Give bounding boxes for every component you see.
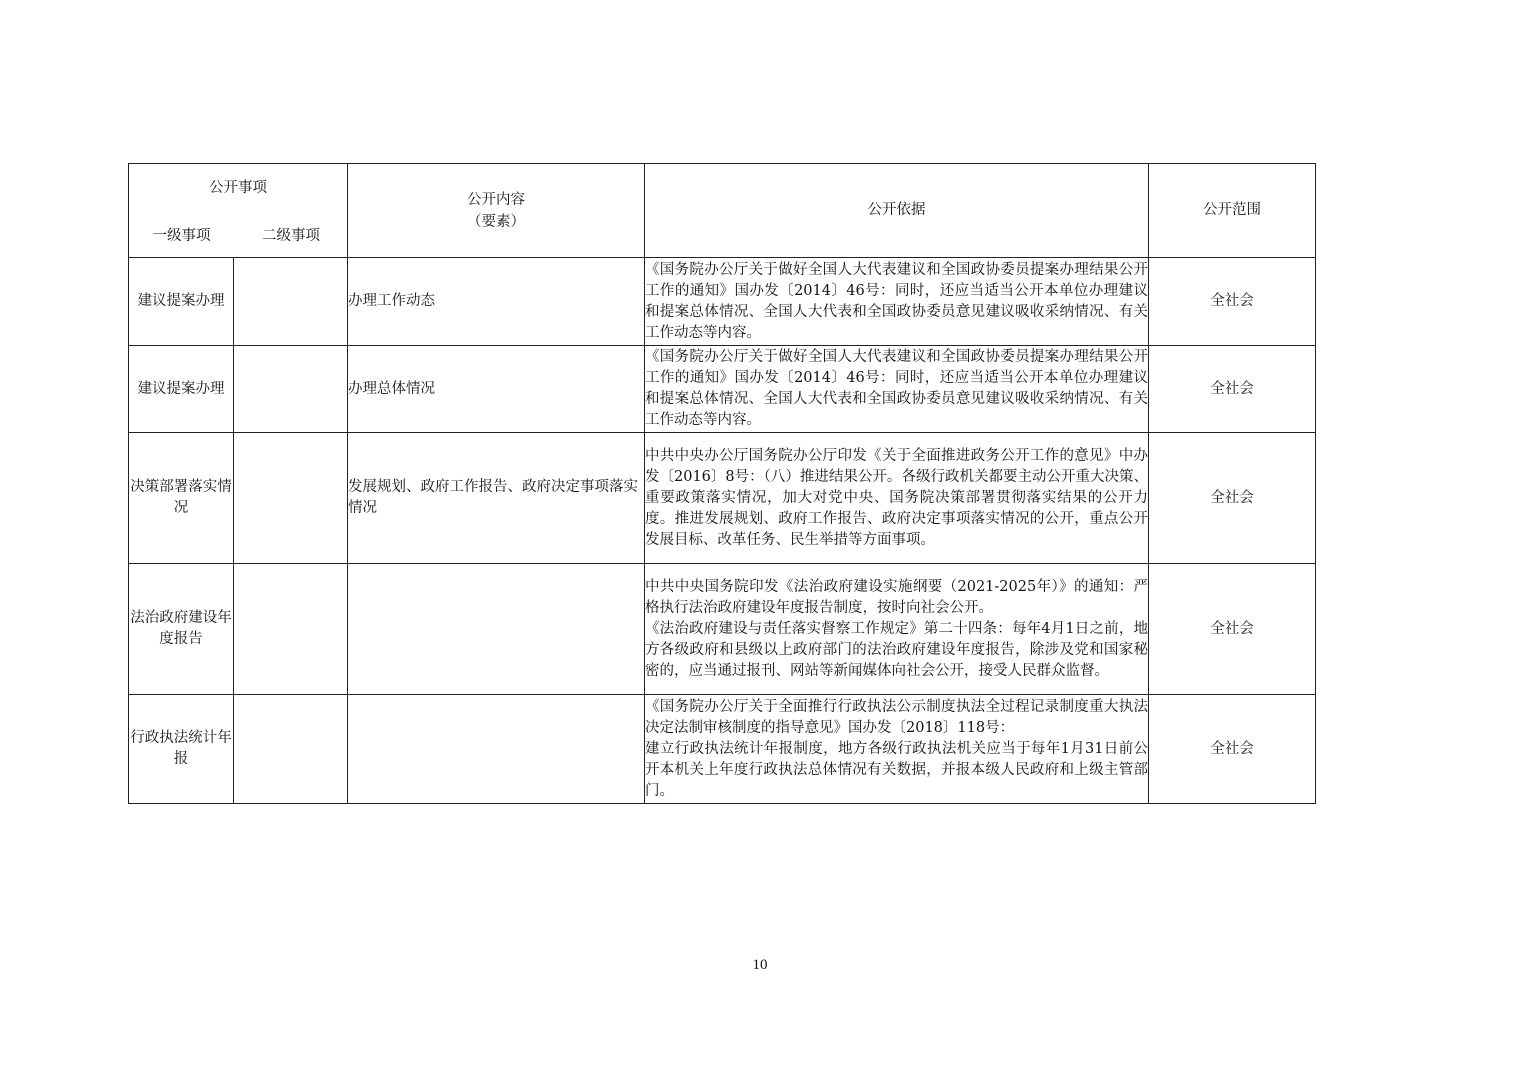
- table-row: [129, 433, 1316, 564]
- table-row: [129, 346, 1316, 433]
- row-basis: [645, 564, 1149, 695]
- row-level2: [234, 433, 348, 564]
- row-level1: 行政执法统计年报: [129, 695, 234, 804]
- row-content: [348, 564, 645, 695]
- row-scope: 全社会: [1149, 258, 1316, 346]
- row-basis: 《国务院办公厅关于做好全国人大代表建议和全国政协委员提案办理结果公开工作的通知》国办发〔2014〕46号：同时，还应当适当公开本单位办理建议和提案总体情况、全国人大代表和全国政协委员意见建议吸收采纳情况、有关工作动态等内容。: [645, 258, 1149, 346]
- header-content: [348, 164, 645, 258]
- table-row: [129, 564, 1316, 695]
- header-basis: 公开依据: [645, 164, 1149, 258]
- row-content: 发展规划、政府工作报告、政府决定事项落实情况: [348, 433, 645, 564]
- row-scope: 全社会: [1149, 433, 1316, 564]
- row-content: 办理工作动态: [348, 258, 645, 346]
- header-level1-label: 一级事项: [152, 228, 211, 244]
- header-public-items-label: 公开事项: [209, 180, 267, 196]
- row-content: 办理总体情况: [348, 346, 645, 433]
- row-basis-paragraph: 中共中央国务院印发《法治政府建设实施纲要（2021-2025年）》的通知：严格执行法治政府建设年度报告制度，按时向社会公开。: [645, 578, 1148, 616]
- table-row: [129, 258, 1316, 346]
- row-content: [348, 695, 645, 804]
- row-basis: 《国务院办公厅关于做好全国人大代表建议和全国政协委员提案办理结果公开工作的通知》国办发〔2014〕46号：同时，还应当适当公开本单位办理建议和提案总体情况、全国人大代表和全国政协委员意见建议吸收采纳情况、有关工作动态等内容。: [645, 346, 1149, 433]
- row-level2: [234, 564, 348, 695]
- page-number: 10: [752, 957, 768, 973]
- table-header-row: [129, 164, 1316, 258]
- row-level1: 法治政府建设年度报告: [129, 564, 234, 695]
- row-basis: 中共中央办公厅国务院办公厅印发《关于全面推进政务公开工作的意见》中办发〔2016〕8号：（八）推进结果公开。各级行政机关都要主动公开重大决策、重要政策落实情况，加大对党中央、国务院决策部署贯彻落实结果的公开力度。推进发展规划、政府工作报告、政府决定事项落实情况的公开，重点公开发展目标、改革任务、民生举措等方面事项。: [645, 433, 1149, 564]
- row-scope: 全社会: [1149, 564, 1316, 695]
- disclosure-table: [128, 163, 1316, 804]
- row-basis-paragraph: 《国务院办公厅关于全面推行行政执法公示制度执法全过程记录制度重大执法决定法制审核制度的指导意见》国办发〔2018〕118号：: [645, 698, 1148, 736]
- row-level1: 建议提案办理: [129, 258, 234, 346]
- row-basis-paragraph: 建立行政执法统计年报制度，地方各级行政执法机关应当于每年1月31日前公开本机关上年度行政执法总体情况有关数据，并报本级人民政府和上级主管部门。: [645, 740, 1148, 799]
- row-basis: [645, 695, 1149, 804]
- header-content-line2: （要素）: [467, 213, 525, 230]
- row-level1: 建议提案办理: [129, 346, 234, 433]
- header-public-items: [129, 164, 348, 258]
- row-scope: 全社会: [1149, 695, 1316, 804]
- row-level2: [234, 346, 348, 433]
- table-row: [129, 695, 1316, 804]
- header-scope: 公开范围: [1149, 164, 1316, 258]
- row-level1: 决策部署落实情况: [129, 433, 234, 564]
- header-level2-label: 二级事项: [262, 228, 320, 244]
- row-scope: 全社会: [1149, 346, 1316, 433]
- row-level2: [234, 258, 348, 346]
- row-level2: [234, 695, 348, 804]
- row-basis-paragraph: 《法治政府建设与责任落实督察工作规定》第二十四条：每年4月1日之前，地方各级政府和县级以上政府部门的法治政府建设年度报告，除涉及党和国家秘密的，应当通过报刊、网站等新闻媒体向社会公开，接受人民群众监督。: [645, 620, 1148, 679]
- header-content-line1: 公开内容: [467, 191, 525, 208]
